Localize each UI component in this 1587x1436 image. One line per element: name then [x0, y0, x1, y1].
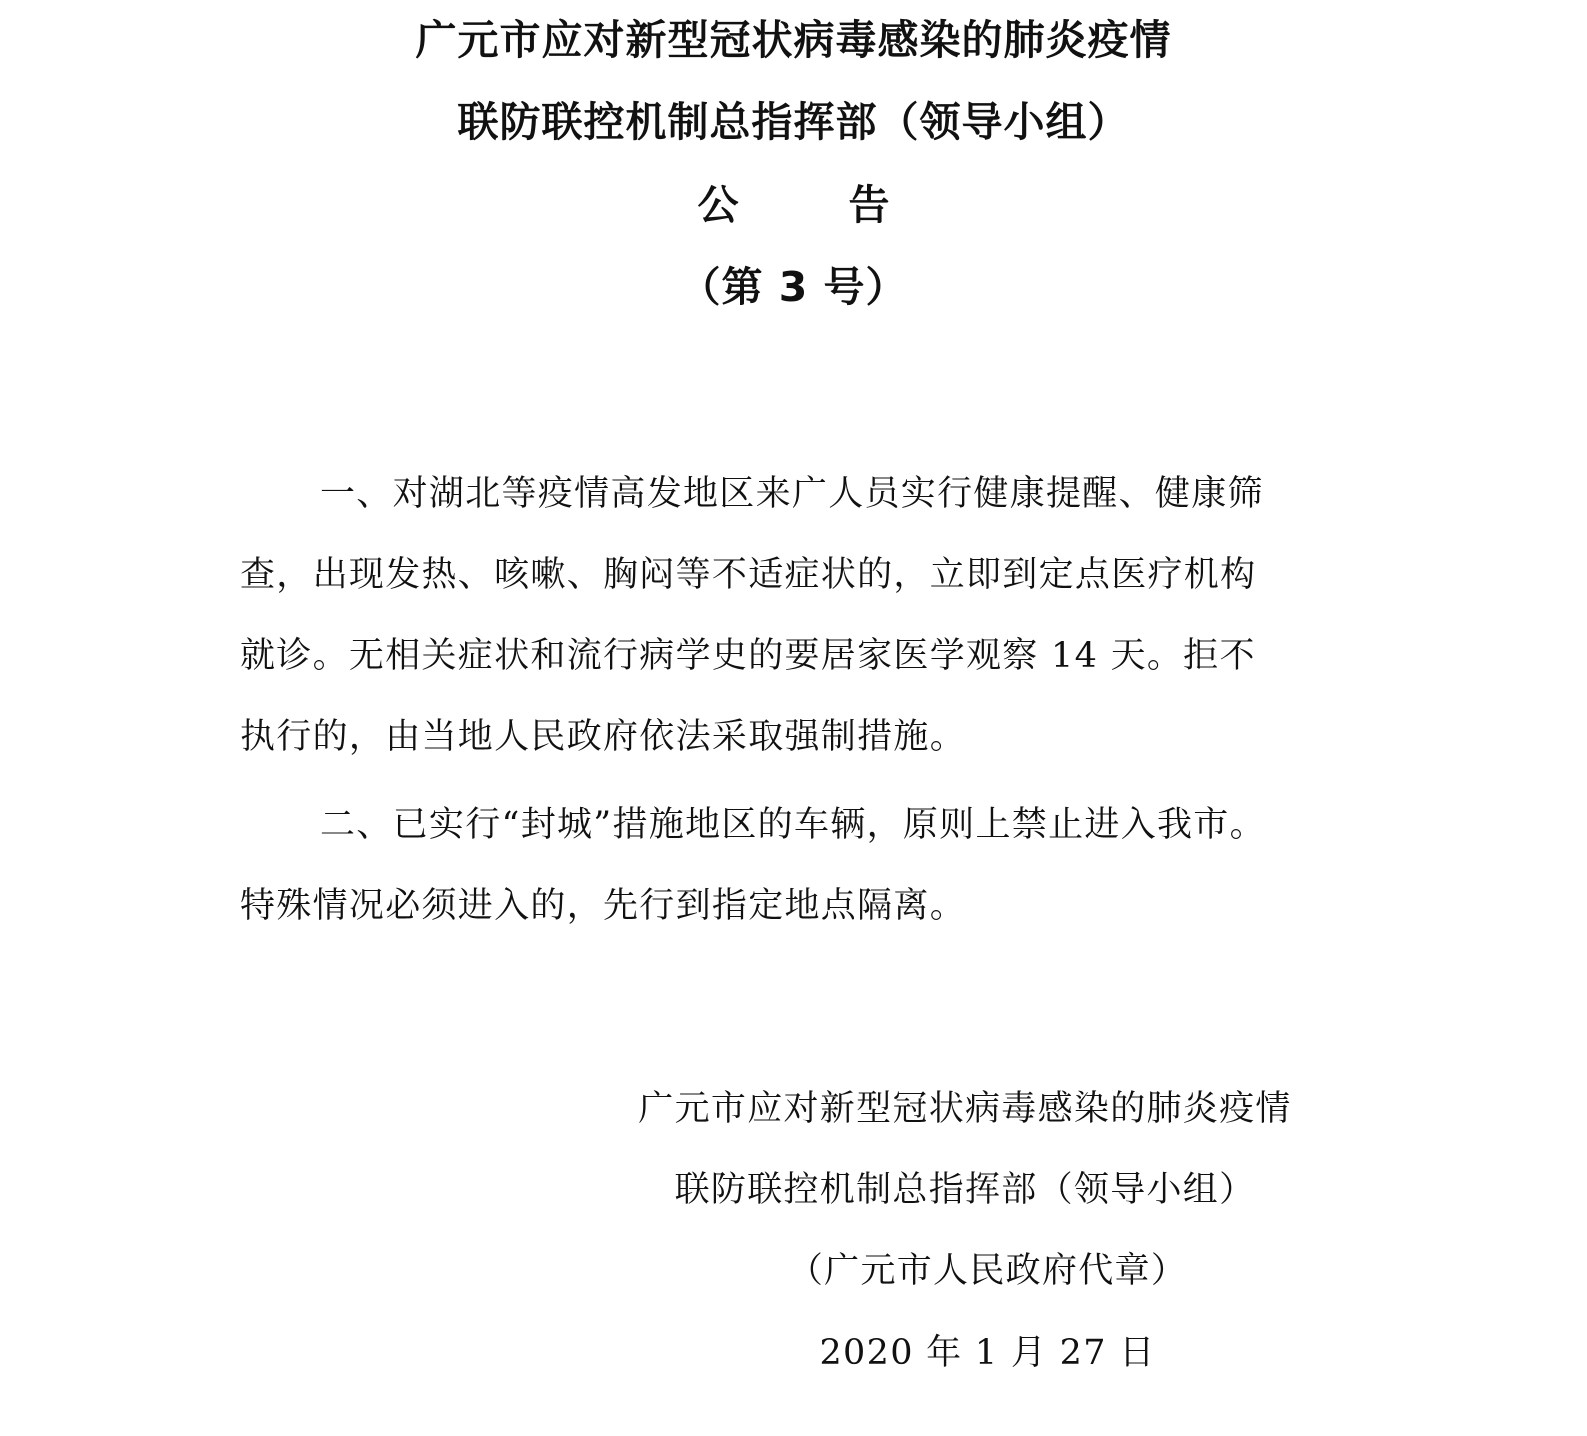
signature-org-line-2: 联防联控机制总指挥部（领导小组）	[674, 1170, 1256, 1210]
paragraph-2	[240, 785, 1335, 947]
paragraph-1	[240, 454, 1335, 778]
seal-note: （广元市人民政府代章）	[787, 1251, 1188, 1291]
paragraph-line: 特殊情况必须进入的，先行到指定地点隔离。	[240, 886, 967, 926]
paragraph-line: 二、已实行“封城”措施地区的车辆，原则上禁止进入我市。	[320, 805, 1266, 845]
paragraph-line: 就诊。无相关症状和流行病学史的要居家医学观察 14 天。拒不	[240, 636, 1256, 676]
doc-type-char-1: 公	[697, 181, 739, 229]
paragraph-line: 执行的，由当地人民政府依法采取强制措施。	[240, 717, 967, 757]
paragraph-line: 查，出现发热、咳嗽、胸闷等不适症状的，立即到定点医疗机构	[240, 555, 1257, 595]
doc-type-title	[0, 180, 1587, 230]
title-line-1: 广元市应对新型冠状病毒感染的肺炎疫情	[415, 16, 1172, 64]
title-line-2: 联防联控机制总指挥部（领导小组）	[457, 98, 1130, 146]
signature-org-line-1: 广元市应对新型冠状病毒感染的肺炎疫情	[638, 1089, 1292, 1129]
doc-number: （第 3 号）	[679, 263, 908, 311]
paragraph-line: 一、对湖北等疫情高发地区来广人员实行健康提醒、健康筛	[320, 474, 1264, 514]
doc-type-char-2: 告	[848, 181, 890, 229]
issue-date: 2020 年 1 月 27 日	[819, 1333, 1156, 1373]
